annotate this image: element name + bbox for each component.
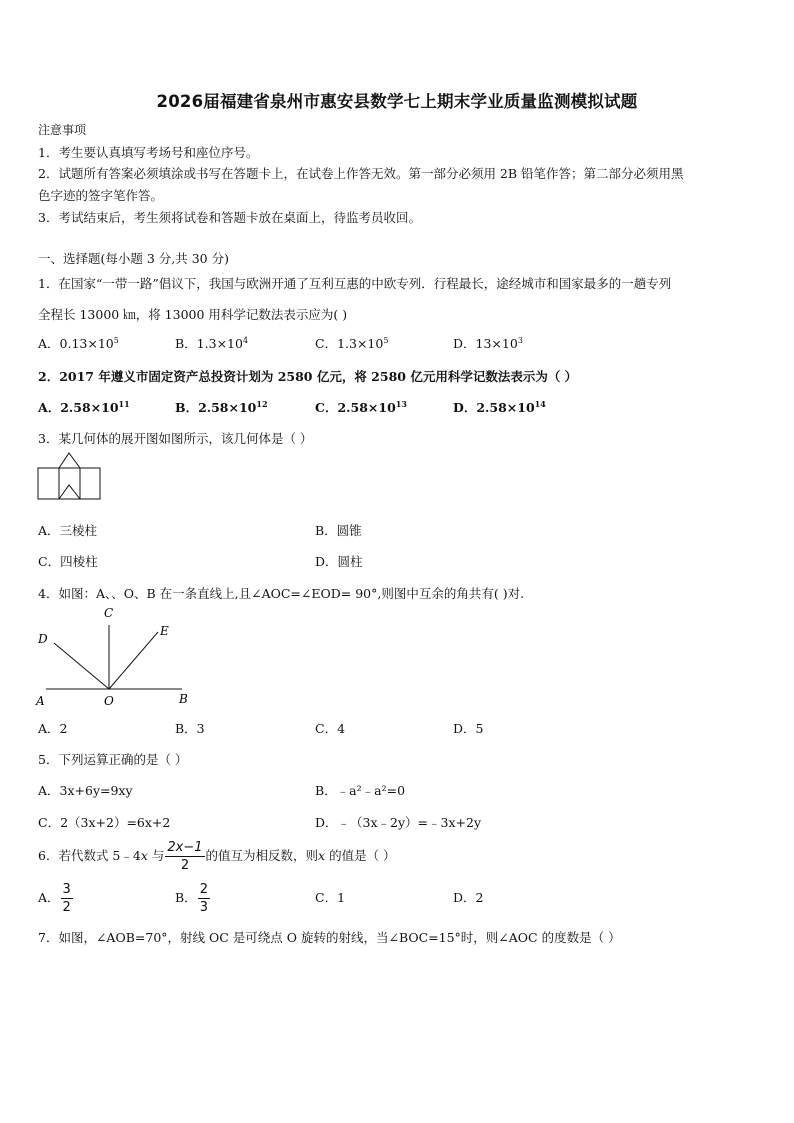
q6-option-d: D．2 [453,890,484,905]
q3-option-d: D．圆柱 [315,554,363,569]
q2-stem: 2．2017 年遵义市固定资产总投资计划为 2580 亿元，将 2580 亿元用科学记数法表示为（ ） [38,369,578,384]
q1-options [38,334,758,352]
q5-stem: 5．下列运算正确的是（ ） [38,752,188,767]
q4-label-b: B [179,692,188,706]
note-item-3: 3．考试结束后，考生须将试卷和答题卡放在桌面上，待监考员收回。 [38,210,421,225]
q4-options [38,719,758,737]
q1-option-c: C．$1.3\times 10^5$ [315,336,389,351]
note-item-2-cont: 色字迹的签字笔作答。 [38,188,164,203]
q1-option-d: D．$13\times 10^3$ [453,336,523,351]
q4-label-c: C [104,606,114,620]
q5-option-a: A．3x+6y=9xy [38,783,133,798]
prism-net-figure [37,452,101,502]
q6-option-b: B． $\frac{2}{3}$ [175,882,208,915]
section-heading: 一、选择题(每小题 3 分,共 30 分) [38,251,229,266]
q3-option-a: A．三棱柱 [38,523,98,538]
q1-option-a: A．$0.13\times 10^5$ [38,336,119,351]
q6-fraction: $\frac{2x-1}{2}$ [167,840,203,873]
q4-option-d: D．5 [453,721,484,736]
q4-label-o: O [104,694,114,708]
q4-label-d: D [38,632,48,646]
q2-option-c: C．$2.58\times 10^{13}$ [315,399,407,415]
q1-option-b: B．$1.3\times 10^4$ [175,336,249,351]
q2-options [38,398,758,416]
q1-stem-line1: 1．在国家“一带一路”倡议下，我国与欧洲开通了互利互惠的中欧专列．行程最长，途经城市和国家最多的一趟专列 [38,276,672,291]
q4-angle-figure [34,603,199,709]
q4-label-a: A [36,694,45,708]
q6-option-a: A． $\frac{3}{2}$ [38,882,71,915]
q7-stem: 7．如图，∠AOB=70°，射线 OC 是可绕点 O 旋转的射线，当∠BOC=15°时，则∠AOC 的度数是（ ） [38,930,621,945]
q2-option-b: B．$2.58\times 10^{12}$ [175,399,268,415]
q6-options [38,878,758,918]
note-item-2: 2．试题所有答案必须填涂或书写在答题卡上，在试卷上作答无效。第一部分必须用 2B 铅笔作答；第二部分必须用黑 [38,166,684,181]
q2-option-d: D．$2.58\times 10^{14}$ [453,399,546,415]
q6-stem: 6．若代数式 5﹣4x 与 $\frac{2x-1}{2}$ 的值互为相反数，则x 的值是（ ） [38,840,396,873]
exam-title: 2026届福建省泉州市惠安县数学七上期末学业质量监测模拟试题 [156,92,638,111]
q3-option-c: C．四棱柱 [38,554,98,569]
q5-option-b: B．﹣a²﹣a²=0 [315,783,406,798]
q3-stem: 3．某几何体的展开图如图所示，该几何体是（ ） [38,431,313,446]
q5-option-c: C．2（3x+2）=6x+2 [38,815,171,830]
q4-stem: 4．如图：A、、O、B 在一条直线上,且∠AOC=∠EOD= 90°,则图中互余的角共有( )对. [38,586,525,601]
q2-option-a: A．$2.58\times 10^{11}$ [38,399,130,415]
q3-option-b: B．圆锥 [315,523,362,538]
q4-label-e: E [160,624,169,638]
q4-option-c: C．4 [315,721,346,736]
q4-option-b: B．3 [175,721,205,736]
q3-options-row1 [38,521,758,539]
note-item-1: 1．考生要认真填写考场号和座位序号。 [38,145,259,160]
q4-option-a: A．2 [38,721,68,736]
q5-options-row1 [38,781,758,799]
q5-option-d: D．﹣（3x﹣2y）=﹣3x+2y [315,815,482,830]
q5-options-row2 [38,813,758,831]
q6-option-c: C．1 [315,890,346,905]
notes-heading: 注意事项 [38,123,87,137]
q1-stem-line2: 全程长 13000 ㎞，将 13000 用科学记数法表示应为( ) [38,307,348,322]
q3-options-row2 [38,552,758,570]
